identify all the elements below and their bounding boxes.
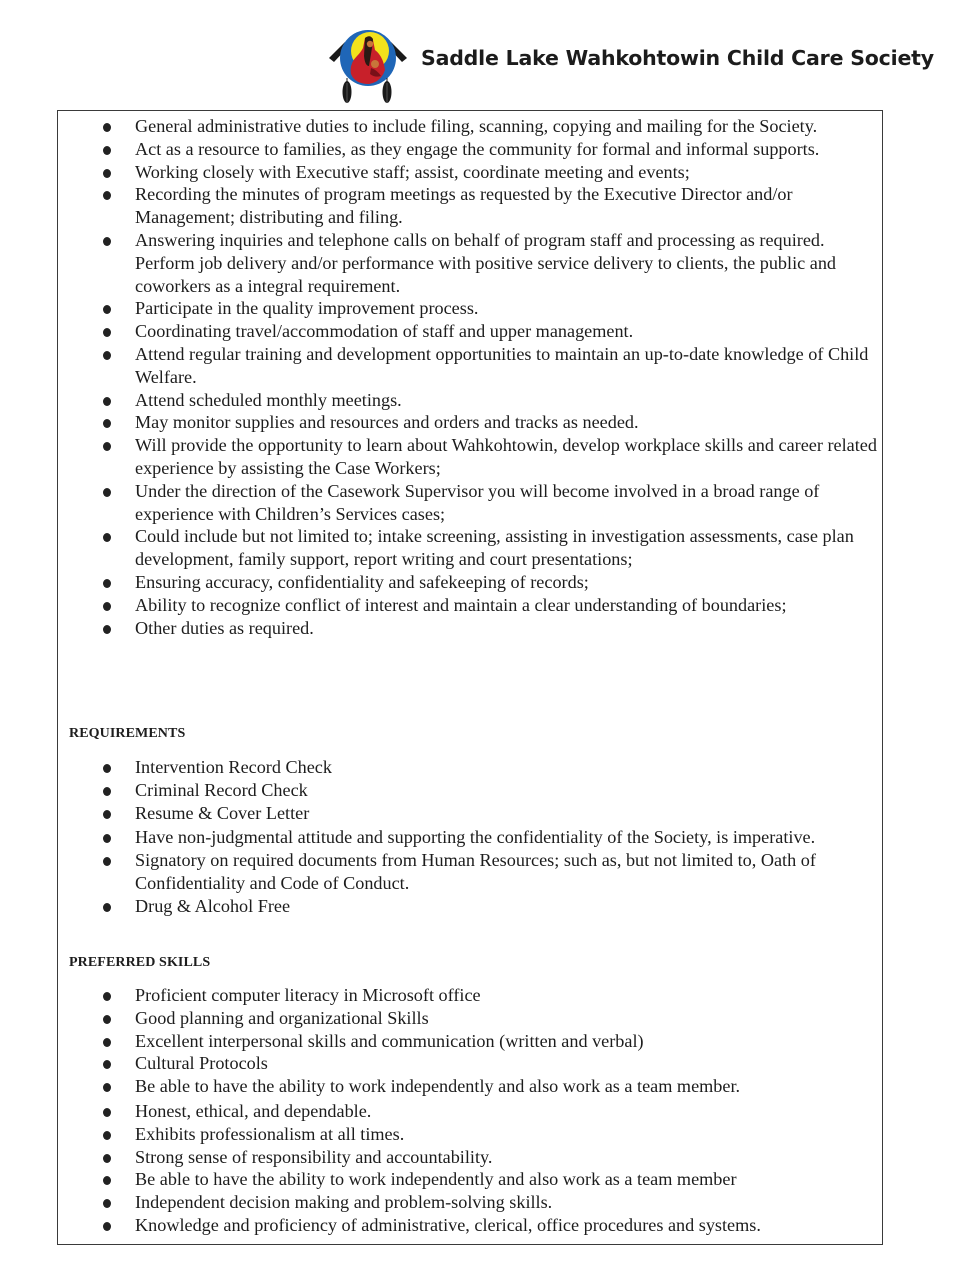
preferred-skills-list	[58, 984, 761, 1237]
requirements-list	[58, 756, 882, 918]
list-item: Cultural Protocols	[58, 1052, 761, 1075]
bullet-icon	[103, 903, 111, 912]
list-item: Will provide the opportunity to learn about Wahkohtowin, develop workplace skills and career related experience by assisting the Case Workers;	[58, 434, 882, 480]
list-item: Exhibits professionalism at all times.	[58, 1123, 761, 1146]
bullet-icon	[103, 488, 111, 497]
bullet-icon	[103, 419, 111, 428]
page-header	[0, 0, 956, 110]
list-item: Strong sense of responsibility and accountability.	[58, 1146, 761, 1169]
bullet-icon	[103, 169, 111, 178]
list-item: Under the direction of the Casework Supervisor you will become involved in a broad range of experience with Children’s Services cases;	[58, 480, 882, 526]
duties-list	[58, 115, 882, 639]
list-item: Drug & Alcohol Free	[58, 895, 882, 918]
list-item: Act as a resource to families, as they engage the community for formal and informal supports.	[58, 138, 882, 161]
list-item: Other duties as required.	[58, 617, 882, 640]
bullet-icon	[103, 237, 111, 246]
bullet-icon	[103, 146, 111, 155]
list-item: Be able to have the ability to work independently and also work as a team member	[58, 1168, 761, 1191]
bullet-icon	[103, 533, 111, 542]
list-item: May monitor supplies and resources and orders and tracks as needed.	[58, 411, 882, 434]
list-item: Have non-judgmental attitude and supporting the confidentiality of the Society, is imperative.	[58, 826, 882, 849]
bullet-icon	[103, 305, 111, 314]
bullet-icon	[103, 1015, 111, 1024]
bullet-icon	[103, 579, 111, 588]
bullet-icon	[103, 123, 111, 132]
bullet-icon	[103, 764, 111, 773]
list-item: Answering inquiries and telephone calls on behalf of program staff and processing as required. Perform job delivery and/or performance with positive service delivery to clients, the public and coworkers as a integral requirement.	[58, 229, 882, 297]
bullet-icon	[103, 857, 111, 866]
list-item: Ability to recognize conflict of interest and maintain a clear understanding of boundaries;	[58, 594, 882, 617]
bullet-icon	[103, 191, 111, 200]
list-item: Resume & Cover Letter	[58, 802, 882, 825]
bullet-icon	[103, 1108, 111, 1117]
list-item: Working closely with Executive staff; assist, coordinate meeting and events;	[58, 161, 882, 184]
list-item: Proficient computer literacy in Microsoft office	[58, 984, 761, 1007]
list-item: Attend regular training and development opportunities to maintain an up-to-date knowledge of Child Welfare.	[58, 343, 882, 389]
list-item: Knowledge and proficiency of administrative, clerical, office procedures and systems.	[58, 1214, 761, 1237]
list-item: Honest, ethical, and dependable.	[58, 1100, 761, 1123]
bullet-icon	[103, 810, 111, 819]
bullet-icon	[103, 1131, 111, 1140]
bullet-icon	[103, 397, 111, 406]
bullet-icon	[103, 625, 111, 634]
bullet-icon	[103, 442, 111, 451]
bullet-icon	[103, 328, 111, 337]
bullet-icon	[103, 1038, 111, 1047]
list-item: Be able to have the ability to work independently and also work as a team member.	[58, 1075, 761, 1098]
organization-logo-icon	[325, 26, 411, 106]
job-description-box	[57, 110, 883, 1245]
bullet-icon	[103, 1176, 111, 1185]
bullet-icon	[103, 602, 111, 611]
list-item: Intervention Record Check	[58, 756, 882, 779]
organization-name: Saddle Lake Wahkohtowin Child Care Society	[421, 46, 934, 70]
list-item: Could include but not limited to; intake screening, assisting in investigation assessments, case plan development, family support, report writing and court presentations;	[58, 525, 882, 571]
list-item: Good planning and organizational Skills	[58, 1007, 761, 1030]
list-item: Recording the minutes of program meetings as requested by the Executive Director and/or Management; distributing and filing.	[58, 183, 882, 229]
preferred-skills-heading: PREFERRED SKILLS	[69, 955, 211, 970]
list-item: Attend scheduled monthly meetings.	[58, 389, 882, 412]
bullet-icon	[103, 1154, 111, 1163]
list-item: General administrative duties to include filing, scanning, copying and mailing for the Society.	[58, 115, 882, 138]
bullet-icon	[103, 834, 111, 843]
bullet-icon	[103, 787, 111, 796]
bullet-icon	[103, 992, 111, 1001]
list-item: Coordinating travel/accommodation of staff and upper management.	[58, 320, 882, 343]
bullet-icon	[103, 1199, 111, 1208]
list-item: Participate in the quality improvement process.	[58, 297, 882, 320]
requirements-heading: REQUIREMENTS	[69, 726, 186, 741]
bullet-icon	[103, 1083, 111, 1092]
list-item: Criminal Record Check	[58, 779, 882, 802]
list-item: Excellent interpersonal skills and communication (written and verbal)	[58, 1030, 761, 1053]
list-item: Signatory on required documents from Human Resources; such as, but not limited to, Oath of Confidentiality and Code of Conduct.	[58, 849, 882, 895]
list-item: Ensuring accuracy, confidentiality and safekeeping of records;	[58, 571, 882, 594]
bullet-icon	[103, 351, 111, 360]
bullet-icon	[103, 1222, 111, 1231]
list-item: Independent decision making and problem-solving skills.	[58, 1191, 761, 1214]
bullet-icon	[103, 1060, 111, 1069]
